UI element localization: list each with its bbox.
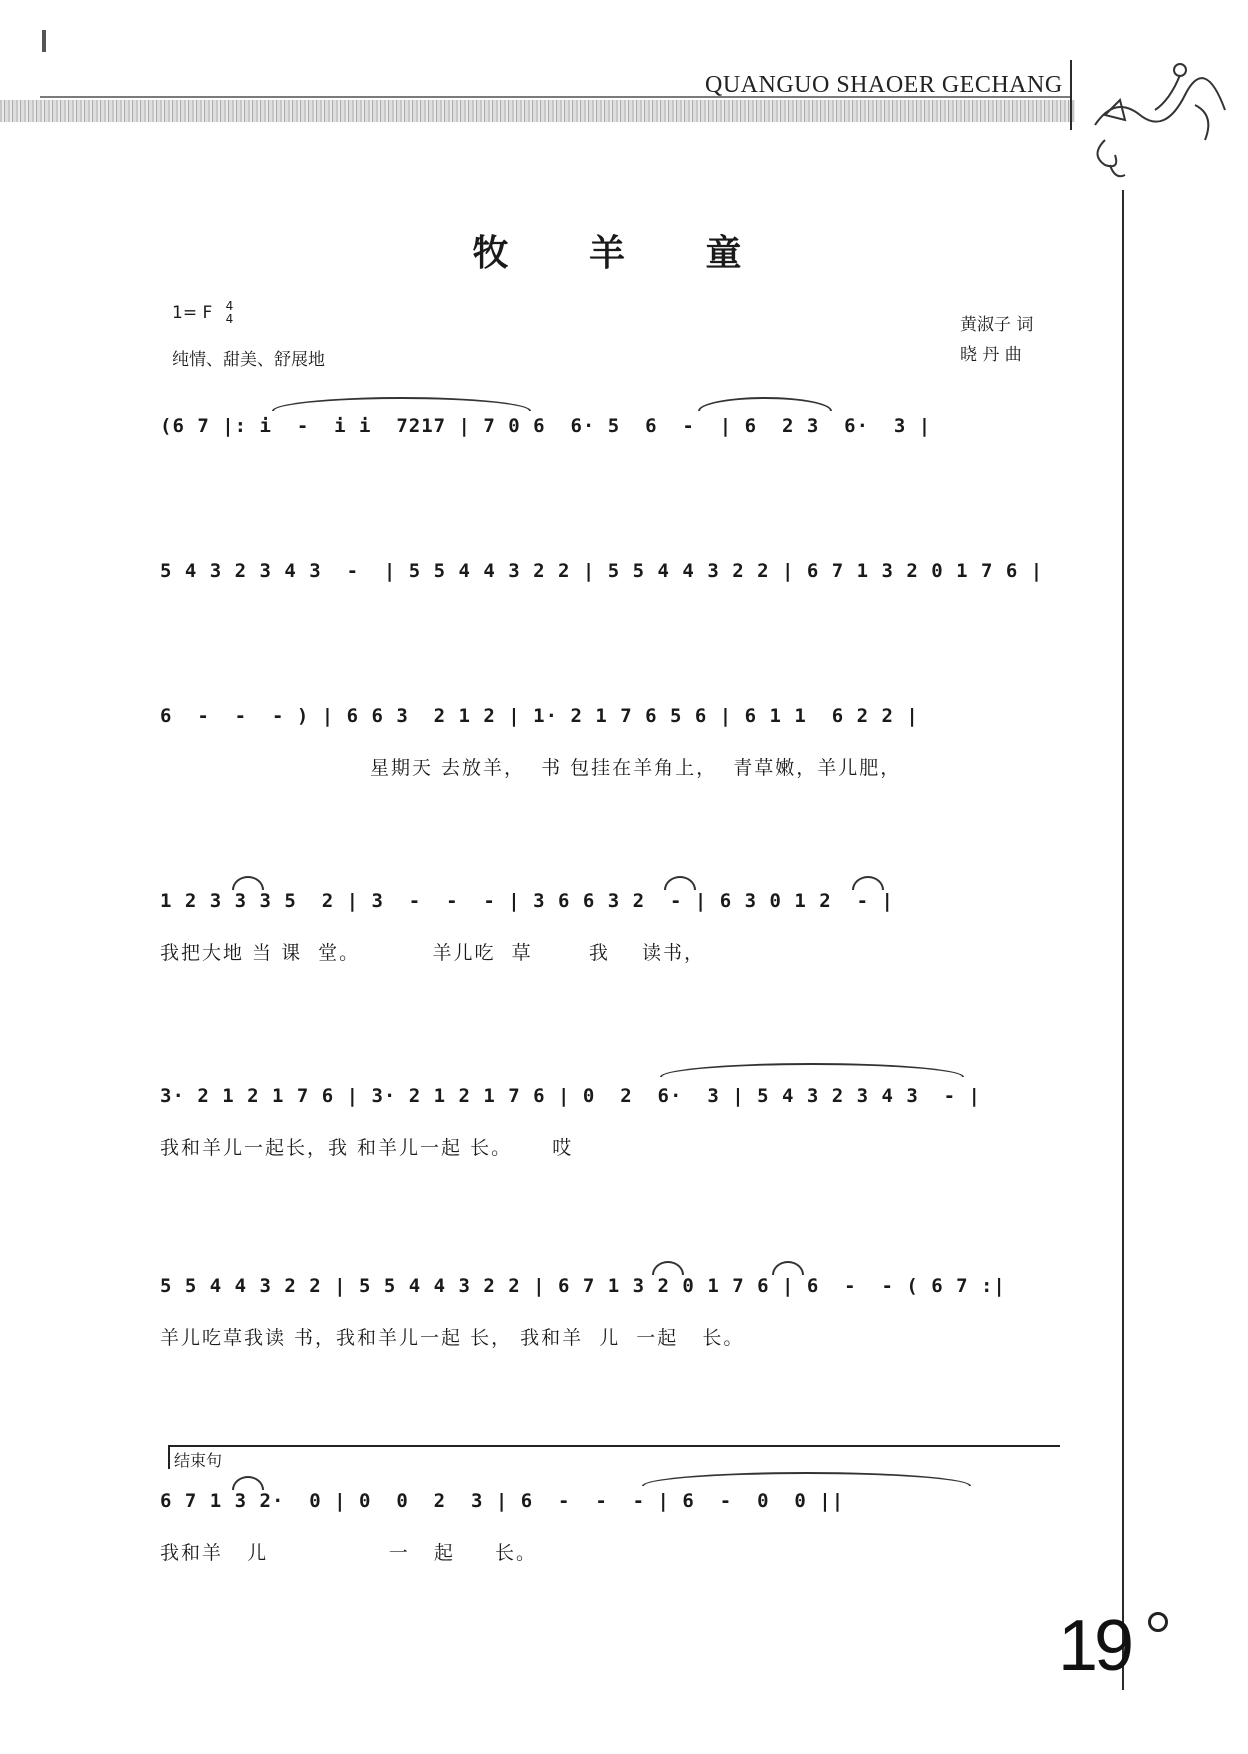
song-title: 牧 羊 童 <box>472 232 776 274</box>
slur <box>642 1472 971 1486</box>
slur <box>664 876 696 890</box>
header-band <box>0 100 1075 122</box>
score-row-1 <box>160 415 1060 475</box>
slur <box>698 397 832 411</box>
notation-line: 5 4 3 2 3 4 3 - | 5 5 4 4 3 2 2 | 5 5 4 4 3 2 2 | 6 7 1 3 2 0 1 7 6 | <box>160 560 1044 582</box>
slur <box>272 397 531 411</box>
score-row-4 <box>160 890 1060 964</box>
score-row-5 <box>160 1085 1060 1159</box>
key-signature <box>172 300 233 326</box>
slur <box>660 1063 964 1077</box>
right-margin-line <box>1122 190 1124 1690</box>
slur <box>232 876 264 890</box>
page-number-degree-mark <box>1148 1612 1168 1632</box>
lyricist-credit: 黄淑子 词 <box>960 315 1034 335</box>
lyrics-line: 我把大地 当 课 堂。 羊儿吃 草 我 读书， <box>160 942 706 964</box>
time-signature <box>226 300 234 326</box>
notation-line: 6 - - - ) | 6 6 3 2 1 2 | 1· 2 1 7 6 5 6 | 6 1 1 6 2 2 | <box>160 705 919 727</box>
notation-line: 5 5 4 4 3 2 2 | 5 5 4 4 3 2 2 | 6 7 1 3 2 0 1 7 6 | 6 - - ( 6 7 :| <box>160 1275 1006 1297</box>
series-title: QUANGUO SHAOER GECHANG <box>705 72 1063 98</box>
coda-label: 结束句 <box>174 1451 223 1470</box>
coda-bracket <box>168 1445 1060 1469</box>
lyrics-line: 我和羊儿一起长，我 和羊儿一起 长。 哎 <box>160 1137 574 1159</box>
slur <box>772 1261 804 1275</box>
lyrics-line: 羊儿吃草我读 书，我和羊儿一起 长， 我和羊 儿 一起 长。 <box>160 1327 745 1349</box>
score-row-6 <box>160 1275 1060 1349</box>
floral-ornament-icon <box>1085 55 1235 185</box>
slur <box>232 1476 264 1490</box>
time-bottom: 4 <box>225 312 234 326</box>
time-top: 4 <box>225 299 234 313</box>
slur <box>652 1261 684 1275</box>
page-number: 19 <box>1058 1606 1131 1686</box>
composer-credit: 晓 丹 曲 <box>960 345 1022 365</box>
score-row-7 <box>160 1490 1060 1564</box>
header-vertical-line <box>1070 60 1072 130</box>
notation-line: 1 2 3 3 3 5 2 | 3 - - - | 3 6 6 3 2 - | 6 3 0 1 2 - | <box>160 890 894 912</box>
slur <box>852 876 884 890</box>
expression-marking: 纯情、甜美、舒展地 <box>172 350 325 370</box>
score-row-2 <box>160 560 1060 620</box>
score-row-3 <box>160 705 1060 779</box>
notation-line: (6 7 |: i - i i 7217 | 7 0 6 6· 5 6 - | 6 2 3 6· 3 | <box>160 415 932 437</box>
notation-line: 6 7 1 3 2· 0 | 0 0 2 3 | 6 - - - | 6 - 0 0 || <box>160 1490 845 1512</box>
left-margin-mark <box>42 30 46 52</box>
lyrics-line: 星期天 去放羊， 书 包挂在羊角上， 青草嫩，羊儿肥， <box>370 757 902 779</box>
lyrics-line: 我和羊 儿 一 起 长。 <box>160 1542 538 1564</box>
key-label: 1= F <box>172 303 213 323</box>
notation-line: 3· 2 1 2 1 7 6 | 3· 2 1 2 1 7 6 | 0 2 6· 3 | 5 4 3 2 3 4 3 - | <box>160 1085 981 1107</box>
